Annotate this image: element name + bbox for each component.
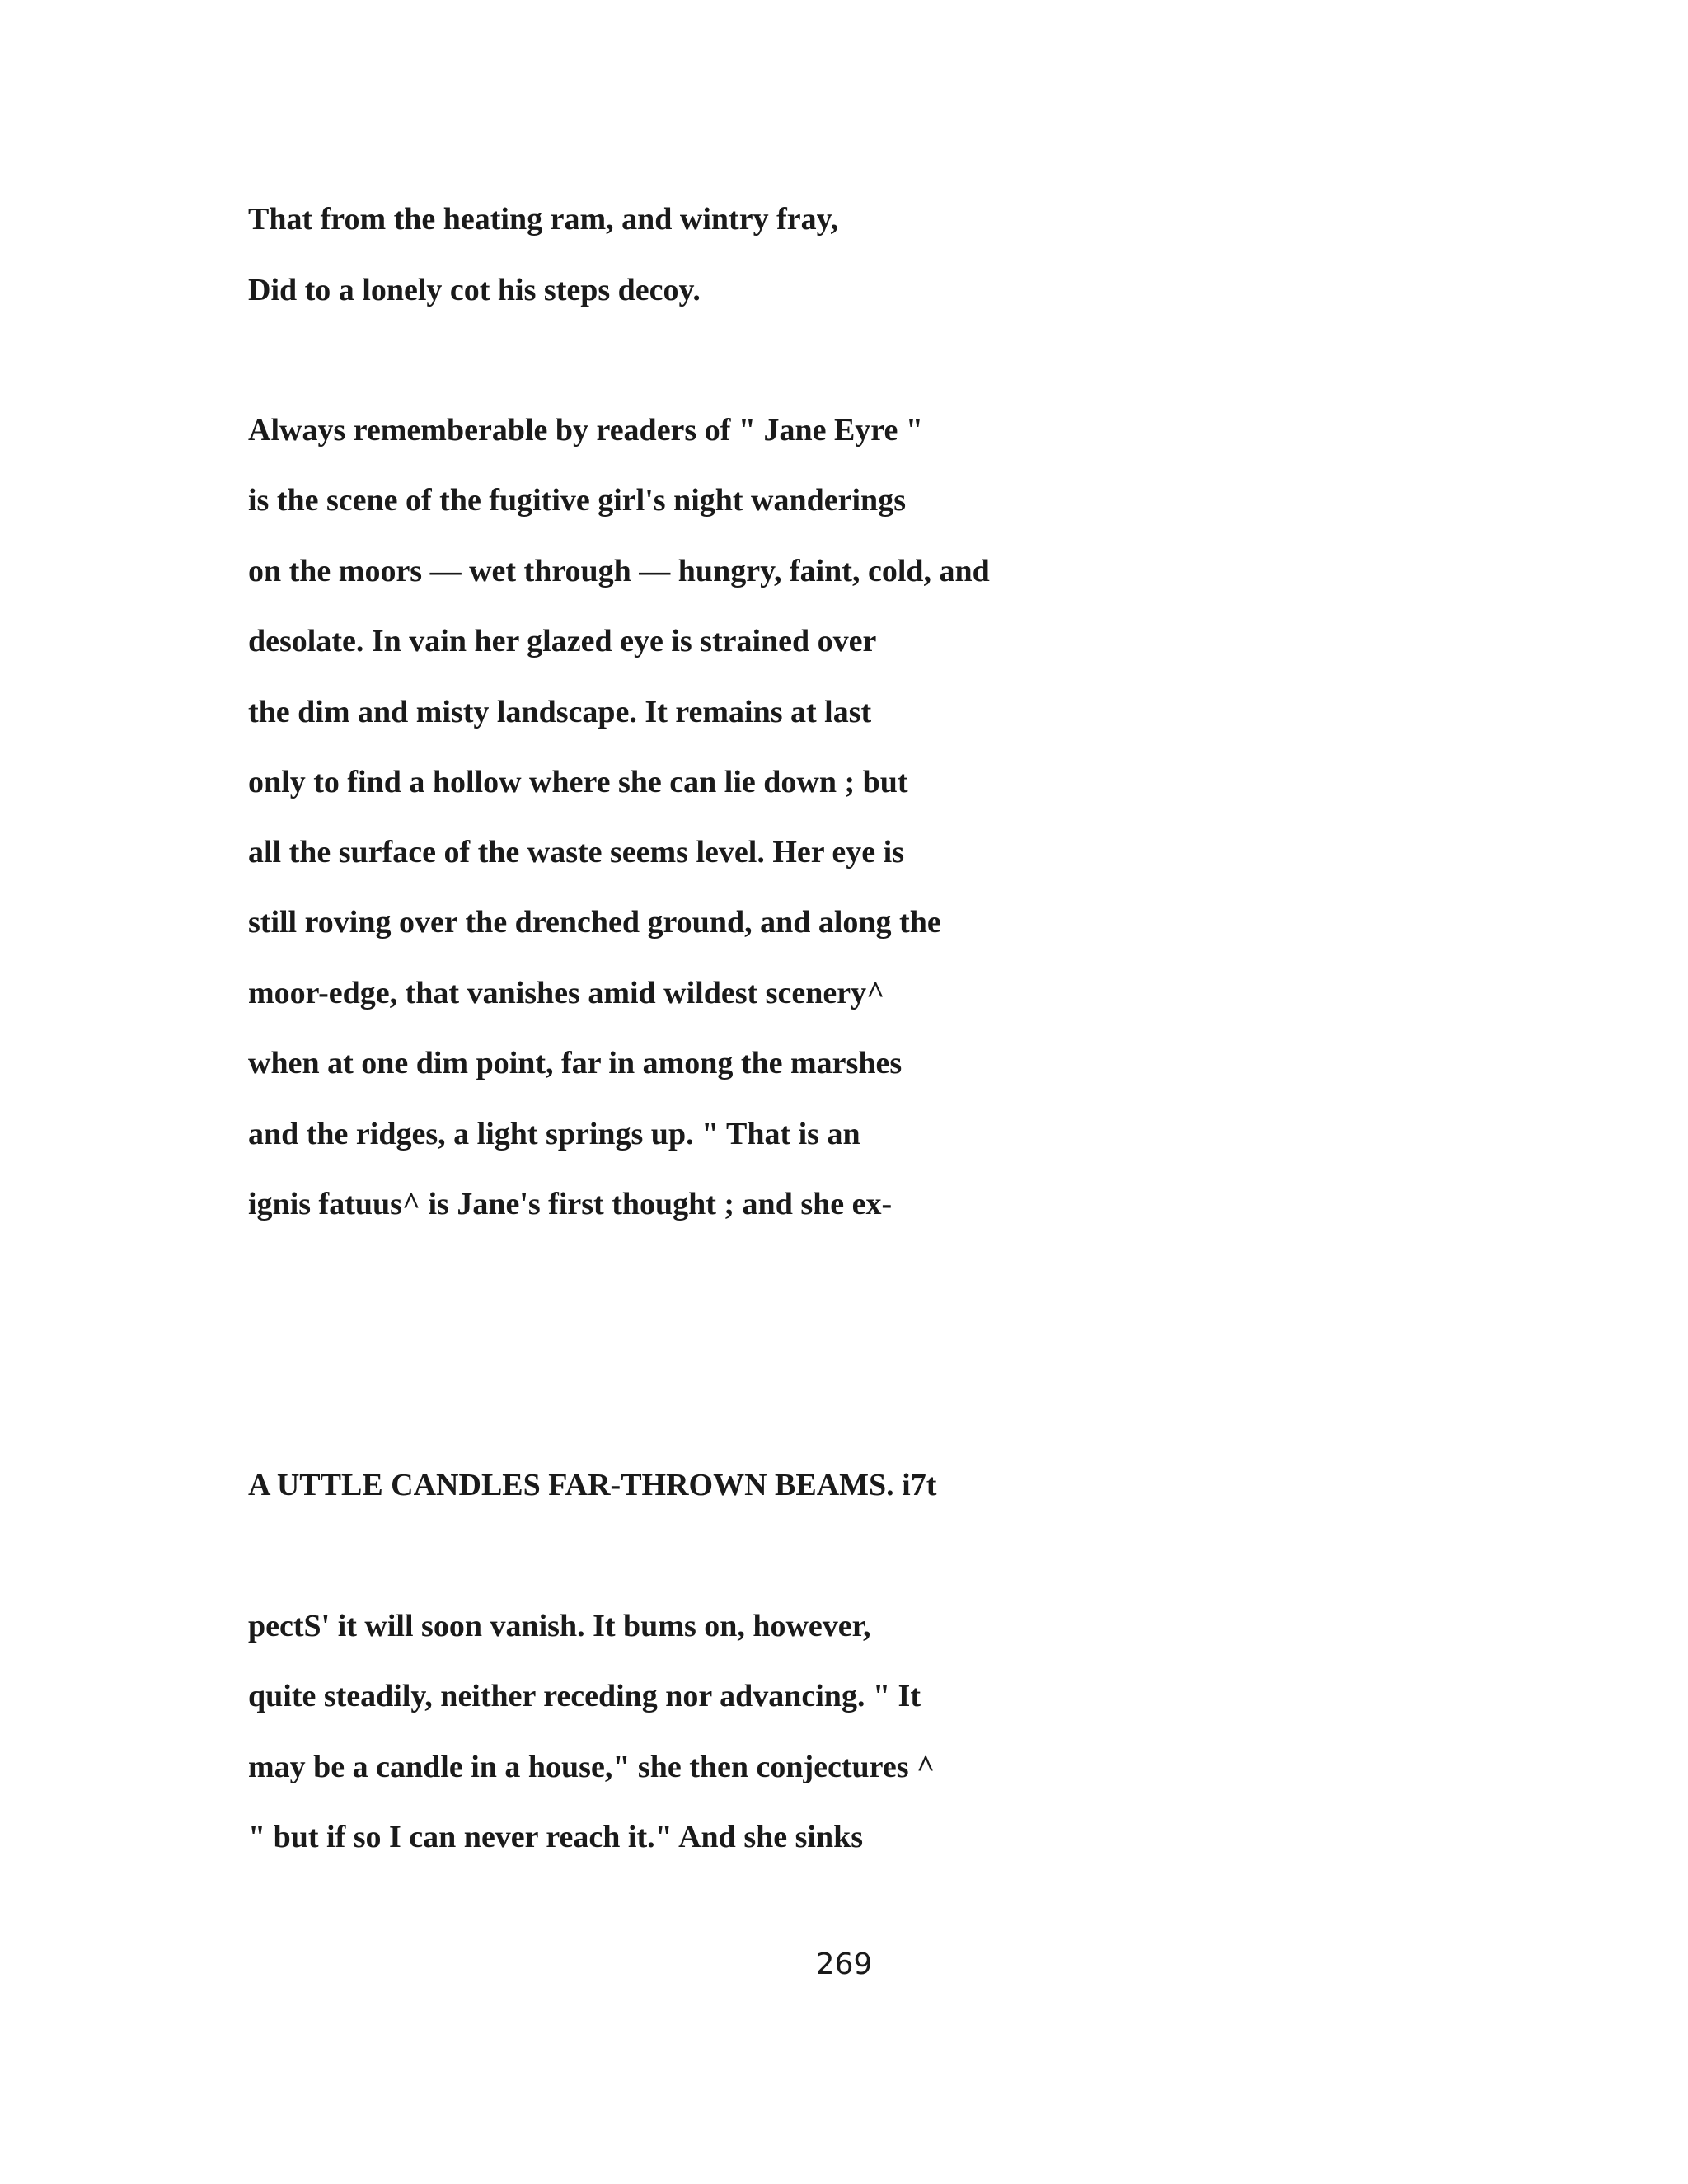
paragraph-line: on the moors — wet through — hungry, faint, cold, and [248, 554, 990, 588]
paragraph-line: " but if so I can never reach it." And she sinks [248, 1820, 864, 1854]
paragraph-line: may be a candle in a house," she then conjectures ^ [248, 1750, 935, 1784]
paragraph-line: ignis fatuus^ is Jane's first thought ; and she ex- [248, 1187, 893, 1221]
paragraph-line: only to find a hollow where she can lie down ; but [248, 765, 908, 799]
paragraph-line: pectS' it will soon vanish. It bums on, however, [248, 1609, 871, 1643]
paragraph-line: Always rememberable by readers of " Jane Eyre " [248, 413, 923, 448]
running-header: A UTTLE CANDLES FAR-THROWN BEAMS. i7t [248, 1468, 937, 1502]
verse-line: Did to a lonely cot his steps decoy. [248, 273, 701, 307]
verse-line: That from the heating ram, and wintry fray, [248, 202, 838, 237]
paragraph-line: when at one dim point, far in among the marshes [248, 1046, 903, 1080]
paragraph-line: quite steadily, neither receding nor advancing. " It [248, 1679, 921, 1713]
paragraph-line: and the ridges, a light springs up. " That is an [248, 1117, 860, 1151]
paragraph-line: is the scene of the fugitive girl's night wanderings [248, 483, 906, 518]
paragraph-line: still roving over the drenched ground, and along the [248, 905, 941, 940]
paragraph-line: desolate. In vain her glazed eye is strained over [248, 624, 877, 658]
paragraph-line: moor-edge, that vanishes amid wildest scenery^ [248, 976, 885, 1010]
paragraph-line: the dim and misty landscape. It remains at last [248, 695, 872, 729]
page-number: 269 [815, 1947, 873, 1981]
paragraph-line: all the surface of the waste seems level. Her eye is [248, 835, 904, 869]
